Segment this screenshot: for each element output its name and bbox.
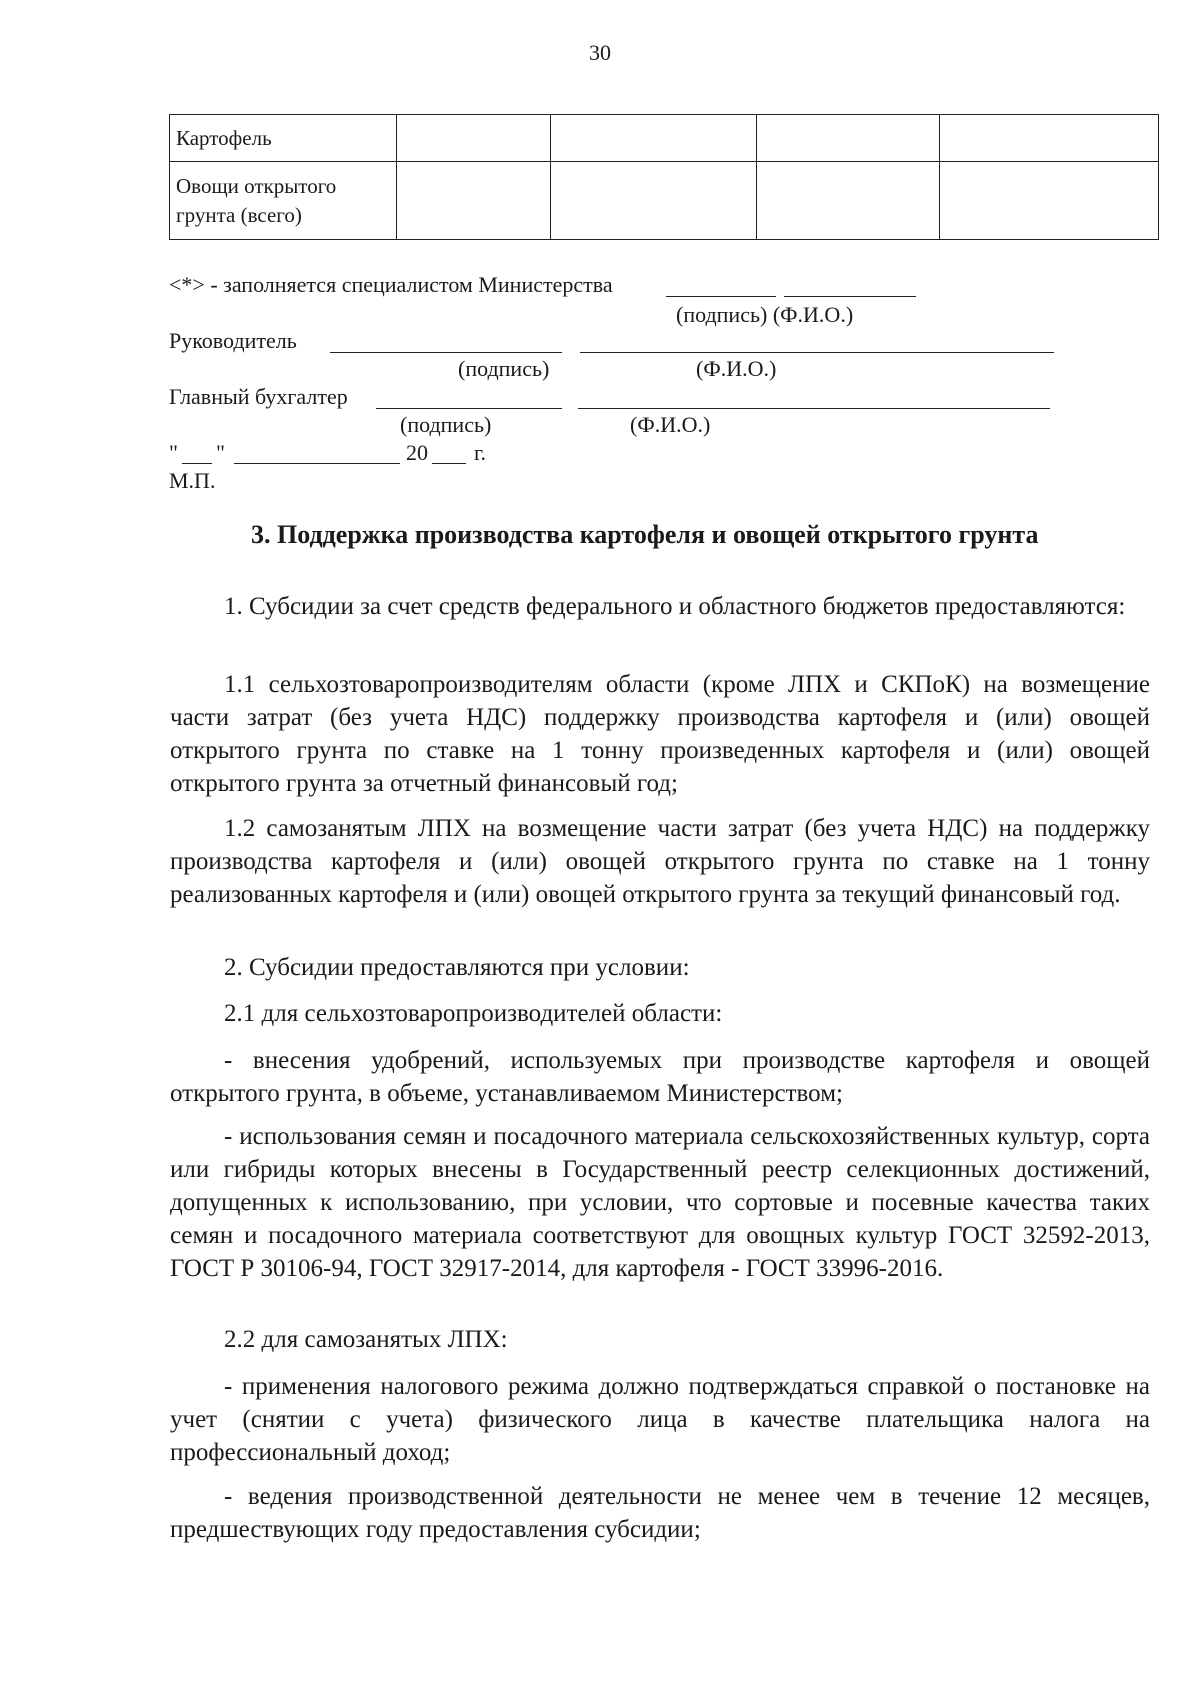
paragraph-2-2-a: - применения налогового режима должно подтверждаться справкой о постановке на учет (снятии с учета) физического лица в качестве плательщика налога на профессиональный доход; [170, 1373, 1150, 1466]
row-label-line: грунта (всего) [176, 202, 302, 227]
signature-caption: (подпись) [400, 412, 492, 437]
date-suffix: г. [474, 440, 487, 465]
table-cell [757, 162, 940, 240]
table-cell-label [170, 162, 397, 240]
table-cell [396, 115, 550, 162]
name-caption: (Ф.И.О.) [696, 356, 777, 381]
table-cell [757, 115, 940, 162]
date-year-line [432, 463, 466, 464]
table-cell [396, 162, 550, 240]
row-label-line: Овощи открытого [176, 173, 337, 198]
paragraph-2-1-a: - внесения удобрений, используемых при производстве картофеля и овощей открытого грунта, в объеме, устанавливаемом Министерством; [170, 1047, 1150, 1107]
paragraph-2-1-b: - использования семян и посадочного материала сельскохозяйственных культур, сорта или гибриды которых внесены в Государственный реестр селекционных достижений, допущенных к использованию, при условии, что сортовые и посевные качества таких семян и посадочного материала соответствуют для овощных культур ГОСТ 32592-2013, ГОСТ Р 30106-94, ГОСТ 32917-2014, для картофеля - ГОСТ 33996-2016. [170, 1123, 1150, 1282]
stamp-place: М.П. [169, 468, 216, 493]
paragraph-1-2: 1.2 самозанятым ЛПХ на возмещение части затрат (без учета НДС) на поддержку производства картофеля и (или) овощей открытого грунта по ставке на 1 тонну реализованных картофеля и (или) овощей открытого грунта за текущий финансовый год. [170, 815, 1150, 908]
paragraph-2: 2. Субсидии предоставляются при условии: [224, 954, 690, 981]
paragraph-2-2-b: - ведения производственной деятельности не менее чем в течение 12 месяцев, предшествующих году предоставления субсидии; [170, 1483, 1150, 1543]
accountant-label: Главный бухгалтер [169, 384, 348, 409]
section-heading: 3. Поддержка производства картофеля и овощей открытого грунта [251, 520, 1039, 549]
paragraph-2-1: 2.1 для сельхозтоваропроизводителей области: [224, 1000, 723, 1027]
signature-caption: (подпись) [458, 356, 550, 381]
table-row [170, 115, 1159, 162]
name-line [784, 296, 916, 297]
table-cell-label: Картофель [170, 115, 397, 162]
signature-line [376, 408, 562, 409]
form-table [169, 114, 1159, 240]
paragraph-2-2: 2.2 для самозанятых ЛПХ: [224, 1326, 508, 1353]
signature-line [666, 296, 776, 297]
paragraph-1: 1. Субсидии за счет средств федерального и областного бюджетов предоставляются: [224, 593, 1126, 620]
date-month-line [234, 463, 400, 464]
head-label: Руководитель [169, 328, 297, 353]
date-quote-close: " [216, 440, 225, 465]
paragraph-1-1: 1.1 сельхозтоваропроизводителям области (кроме ЛПХ и СКПоК) на возмещение части затрат (без учета НДС) поддержку производства картофеля и (или) овощей открытого грунта по ставке на 1 тонну произведенных картофеля и (или) овощей открытого грунта за отчетный финансовый год; [170, 671, 1150, 797]
table-cell [551, 115, 757, 162]
name-line [580, 352, 1054, 353]
table-row [170, 162, 1159, 240]
footnote-note: <*> - заполняется специалистом Министерства [169, 272, 613, 297]
signature-caption: (подпись) (Ф.И.О.) [676, 302, 854, 327]
table-cell [939, 115, 1158, 162]
date-day-line [182, 463, 212, 464]
page-number: 30 [589, 40, 611, 65]
table-cell [551, 162, 757, 240]
signature-line [330, 352, 562, 353]
name-line [578, 408, 1050, 409]
table-cell [939, 162, 1158, 240]
name-caption: (Ф.И.О.) [630, 412, 711, 437]
date-year: 20 [406, 440, 428, 465]
date-quote-open: " [169, 440, 178, 465]
